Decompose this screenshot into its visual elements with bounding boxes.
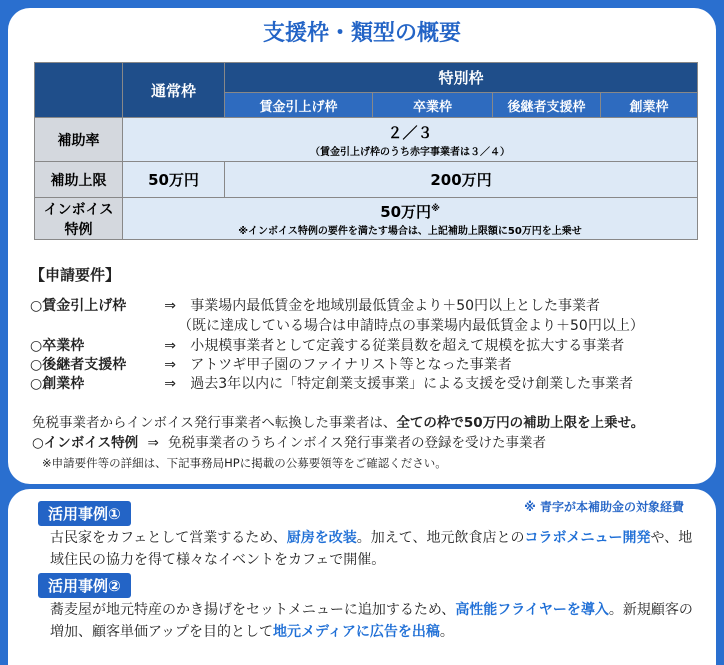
col-normal: 通常枠 [123,63,225,118]
case-2-t3: 。 [439,624,454,640]
row-rate-label: 補助率 [35,118,123,162]
rate-value: ２／３ [387,123,433,142]
invoice-cell [123,198,698,240]
overview-panel [8,8,716,484]
arrow-icon: ⇒ [164,338,176,354]
req-item-successor [30,354,512,374]
col-startup: 創業枠 [601,93,698,118]
col-graduation: 卒業枠 [373,93,493,118]
req-item-wage-cont: （既に達成している場合は申請時点の事業場内最低賃金より＋50円以上） [178,318,644,334]
arrow-icon: ⇒ [164,376,176,392]
req-name: 創業枠 [42,376,85,392]
case-2-t2: 。新規顧客の増加、顧客単価アップを目的として [50,602,693,640]
invoice-special-text: 免税事業者のうちインボイス発行事業者の登録を受けた事業者 [168,435,547,451]
case-2-b1: 高性能フライヤーを導入 [455,602,609,618]
case-2-text [50,599,700,643]
arrow-icon: ⇒ [164,298,176,314]
case-1-t1: 古民家をカフェとして営業するため、 [50,530,287,546]
invoice-note: ※インボイス特例の要件を満たす場合は、上記補助上限額に50万円を上乗せ [238,225,582,237]
req-name: 卒業枠 [42,338,85,354]
rate-cell [123,118,698,162]
col-wage: 賃金引上げ枠 [225,93,373,118]
col-successor: 後継者支援枠 [493,93,601,118]
blue-note: ※ 青字が本補助金の対象経費 [524,500,684,514]
arrow-icon: ⇒ [164,357,176,373]
req-mark: ○ [30,357,43,373]
req-footnote: ※申請要件等の詳細は、下記事務局HPに掲載の公募要領等をご確認ください。 [42,456,447,470]
invoice-conversion-line [32,411,644,431]
invoice-label-2: 特例 [64,221,93,238]
req-text: 小規模事業者として定義する従業員数を超えて規模を拡大する事業者 [190,338,625,354]
req-name: 賃金引上げ枠 [42,298,127,314]
invoice-special-name: ○インボイス特例 [32,435,139,451]
col-special: 特別枠 [225,63,698,93]
table-corner [35,63,123,118]
case-1-text [50,527,700,571]
invoice-label-1: インボイス [43,201,114,218]
req-mark: ○ [30,298,43,314]
rate-note: （賃金引上げ枠のうち赤字事業者は３／４） [310,146,510,158]
row-limit-label: 補助上限 [35,162,123,198]
limit-special: 200万円 [225,162,698,198]
req-heading: 【申請要件】 [30,266,121,284]
page-title: 支援枠・類型の概要 [262,21,461,46]
case-1-t2: 。加えて、地元飲食店との [356,530,525,546]
req-item-graduation [30,335,624,355]
case-1-t3: や、地域住民の協力を得て様々なイベントをカフェで開催。 [50,530,693,568]
case-1-label: 活用事例① [38,501,131,526]
req-item-wage [30,295,600,315]
invoice-special-line [32,431,546,451]
row-invoice-label [35,198,123,240]
case-2-t1: 蕎麦屋が地元特産のかき揚げをセットメニューに追加するため、 [50,602,456,618]
invoice-value: 50万円 [380,202,432,221]
req-mark: ○ [30,376,43,392]
req-item-startup [30,373,633,393]
req-mark: ○ [30,338,43,354]
cases-panel [8,489,716,665]
req-text: 過去3年以内に「特定創業支援事業」による支援を受け創業した事業者 [190,376,634,392]
invoice-mark: ※ [431,203,440,214]
req-text: 事業場内最低賃金を地域別最低賃金より＋50円以上とした事業者 [190,298,601,314]
case-1-b1: 厨房を改装 [286,530,357,546]
case-2-b2: 地元メディアに広告を出稿 [273,624,440,640]
invoice-line-a: 免税事業者からインボイス発行事業者へ転換した事業者は、 [32,415,397,431]
case-2-label: 活用事例② [38,573,131,598]
arrow-icon: ⇒ [147,435,159,451]
req-text: アトツギ甲子園のファイナリスト等となった事業者 [190,357,512,373]
invoice-line-b: 全ての枠で50万円の補助上限を上乗せ。 [396,415,645,431]
case-1-b2: コラボメニュー開発 [524,530,651,546]
limit-normal: 50万円 [123,162,225,198]
invoice-value-line [123,201,697,222]
req-name: 後継者支援枠 [42,357,127,373]
support-table [34,62,698,240]
